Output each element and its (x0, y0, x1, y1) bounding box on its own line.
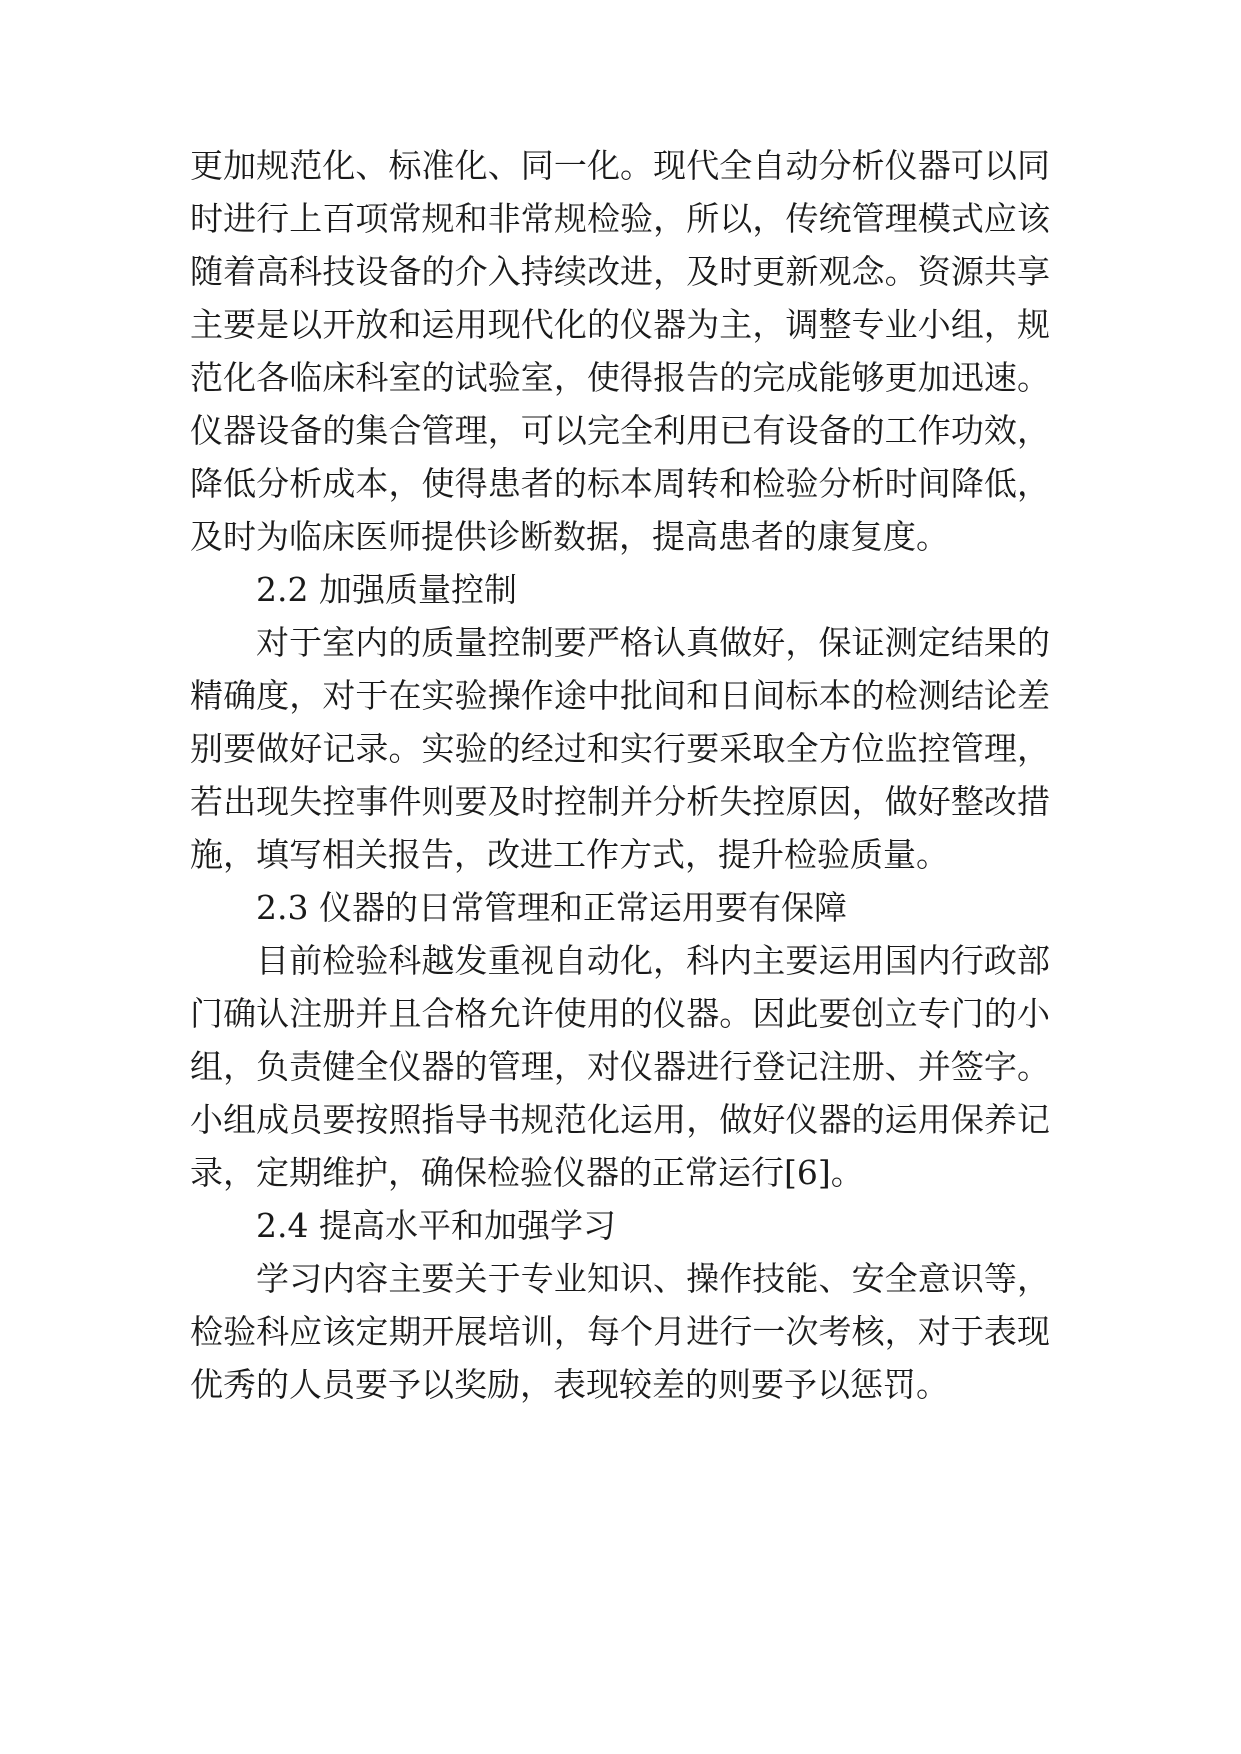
paragraph-line: 优秀的人员要予以奖励，表现较差的则要予以惩罚。 (190, 1365, 949, 1404)
paragraph-line: 精确度，对于在实验操作途中批间和日间标本的检测结论差 (190, 676, 1050, 715)
paragraph-line: 及时为临床医师提供诊断数据，提高患者的康复度。 (190, 517, 949, 556)
paragraph-line: 学习内容主要关于专业知识、操作技能、安全意识等， (256, 1259, 1050, 1298)
paragraph-line: 小组成员要按照指导书规范化运用，做好仪器的运用保养记 (190, 1100, 1050, 1139)
section-heading: 2.4 提高水平和加强学习 (256, 1206, 616, 1245)
section-heading: 2.2 加强质量控制 (256, 570, 517, 609)
paragraph-line: 对于室内的质量控制要严格认真做好，保证测定结果的 (256, 623, 1050, 662)
paragraph-line: 目前检验科越发重视自动化，科内主要运用国内行政部 (256, 941, 1050, 980)
paragraph-line: 仪器设备的集合管理，可以完全利用已有设备的工作功效， (190, 411, 1050, 450)
paragraph-line: 时进行上百项常规和非常规检验，所以，传统管理模式应该 (190, 199, 1050, 238)
section-heading: 2.3 仪器的日常管理和正常运用要有保障 (256, 888, 847, 927)
paragraph-line: 若出现失控事件则要及时控制并分析失控原因，做好整改措 (190, 782, 1050, 821)
paragraph-line: 降低分析成本，使得患者的标本周转和检验分析时间降低， (190, 464, 1050, 503)
paragraph-line: 施，填写相关报告，改进工作方式，提升检验质量。 (190, 835, 949, 874)
paragraph-line: 别要做好记录。实验的经过和实行要采取全方位监控管理， (190, 729, 1050, 768)
paragraph-line: 主要是以开放和运用现代化的仪器为主，调整专业小组，规 (190, 305, 1050, 344)
paragraph-line: 检验科应该定期开展培训，每个月进行一次考核，对于表现 (190, 1312, 1050, 1351)
paragraph-line: 范化各临床科室的试验室，使得报告的完成能够更加迅速。 (190, 358, 1050, 397)
paragraph-line: 更加规范化、标准化、同一化。现代全自动分析仪器可以同 (190, 146, 1050, 185)
paragraph-line: 组，负责健全仪器的管理，对仪器进行登记注册、并签字。 (190, 1047, 1050, 1086)
paragraph-line: 随着高科技设备的介入持续改进，及时更新观念。资源共享 (190, 252, 1050, 291)
paragraph-line: 录，定期维护，确保检验仪器的正常运行[6]。 (190, 1153, 864, 1192)
paragraph-line: 门确认注册并且合格允许使用的仪器。因此要创立专门的小 (190, 994, 1050, 1033)
